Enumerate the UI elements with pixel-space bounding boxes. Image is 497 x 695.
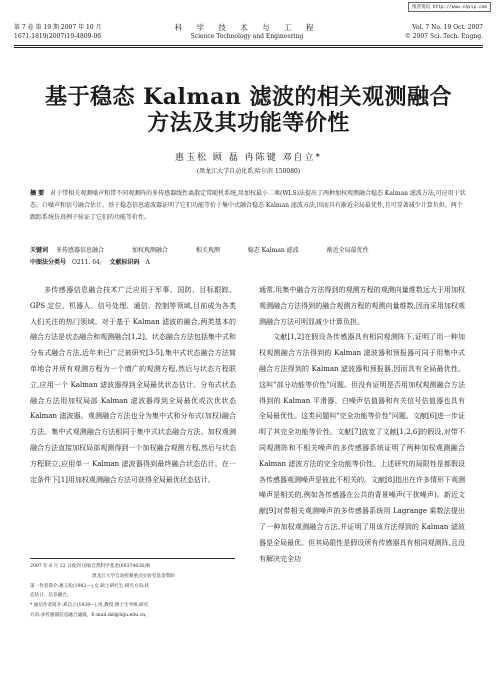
- classification-line: [30, 257, 467, 269]
- watermark: 维普资讯 http://www.cqvip.com: [408, 2, 491, 12]
- keyword: 渐近全局最优性: [326, 247, 369, 254]
- body-paragraph: 通常,用集中融合方法得到的观测方程的观测向量维数远大于用加权观测融合方法得到的融合观测方程的观测向量维数,因而采用加权观测融合方法可明显减少计算负担。: [259, 286, 465, 326]
- footnote-line: 黑龙江大学自动控制重点实验室基金资助: [92, 573, 175, 579]
- footnote-line: 态估计、信息融合。: [30, 593, 72, 599]
- copyright-line: © 2007 Sci. Tech. Engng.: [404, 32, 483, 40]
- article-number: 1671-1819(2007)19-4809-06: [14, 32, 102, 40]
- doc-code-value: A: [145, 259, 150, 266]
- body-paragraph: 文献[1,2]在假设各传感器具有相同观测阵下,证明了用一种加权观测融合方法得到的 Kalman 滤波器和预报器可同于用集中式融合方法得到的 Kalman 滤波器和预报器,因而具有全局最优性。这叫"部分功能等价性"问题。但没有证明是否用加权观测融合方法得到的 Kalman 平滑器、白噪声估值器和有关信号估值器也具有全局最优性。这类问题叫"完全功能等价性"问题。文献[6]进一步证明了其完全功能等价性。文献[7]放宽了文献[1,2,6]的假设,对带不同观测阵和不相关噪声的多传感器系统证明了两种加权观测融合 Kalman 滤波方法的完全功能等价性。上述研究的局限性是都假设各传感器观测噪声是彼此不相关的。文献[8]指出在许多情形下观测噪声是相关的,例如各传感器在公共的背景噪声(干扰噪声)。新近文献[9]对带相关观测噪声的多传感器系统用 Lagrange 乘数法提出了一种加权观测融合方法,并证明了用该方法得到的 Kalman 滤波器是全局最优。但其局限性是假设所有传感器具有相同观测阵,且没有解决完全功: [259, 333, 465, 563]
- keywords: [30, 245, 467, 257]
- header-rule: [14, 45, 483, 46]
- keyword: 稳态 Kalman 滤波: [247, 247, 299, 254]
- keyword: 加权观测融合: [131, 247, 168, 254]
- author-list: 惠玉松 顾 磊 冉陈键 邓自立*: [175, 153, 322, 163]
- paper-title-line2: 方法及其功能等价性: [147, 110, 350, 136]
- body-left-column: [30, 283, 236, 488]
- affiliation: (黑龙江大学自动化系,哈尔滨 150080): [196, 168, 301, 175]
- footnote-line: 第一作者简介:惠玉松(1982—),女,硕士研究生,研究方向:状: [30, 583, 150, 589]
- classification-value: O211. 64;: [72, 259, 102, 266]
- journal-volume-info-en: [405, 24, 483, 41]
- footnote-rule: [30, 558, 235, 559]
- footnotes: [30, 562, 235, 621]
- footnote-line: 2007 年 6 月 12 日收到 国家自然科学基金(60374026)和: [30, 564, 151, 569]
- header-rule-thin: [14, 47, 483, 48]
- journal-name-en: Science Technology and Engineering: [190, 32, 304, 40]
- doc-code-label: 文献标识码: [109, 259, 140, 266]
- footnote-line: * 通信作者简介:邓自立(1938—),男,教授,博士生导师,研究: [30, 603, 149, 609]
- volume-issue-en: Vol. 7 No. 19 Oct. 2007: [412, 24, 483, 31]
- journal-name-cn: 科 学 技 术 与 工 程: [174, 23, 320, 32]
- body-paragraph: 多传感器信息融合技术广泛应用于军事、国防、目标跟踪、GPS 定位、机器人、信号处理、通信、控制等领域,目前成为各类人们关注的热门领域。对于基于 Kalman 滤波的融合,两类基本的融合方法是状态融合和观测融合[1,2]。状态融合方法包括集中式和分布式融合方法,近年来已广泛被研究[3-5],集中式状态融合方法简单地合并所有观测方程为一个增广的观测方程,然后与状态方程联立,应用一个 Kalman 滤波器得到全局最优状态估计。分布式状态融合方法用加权局部 Kalman 滤波器得到全局最优或次优状态 Kalman 滤波器。观测融合方法也分为集中式和分布式(加权)融合方法。集中式观测融合方法相同于集中式状态融合方法。加权观测融合方法直接加权局部观测得到一个加权融合观测方程,然后与状态方程联立,应用单一 Kalman 滤波器得到最终融合状态估计。在一定条件下[1]用加权观测融合方法可获得全局最优状态估计。: [30, 286, 236, 484]
- footnote-line: 方向:多传感器信息融合滤波。E-mail:dzl@hlju.edu.cn。: [30, 612, 150, 618]
- keyword: 相关观测: [195, 247, 220, 254]
- abstract: [30, 188, 467, 224]
- body-right-column: [259, 283, 465, 567]
- classification-label: 中图法分类号: [30, 259, 67, 266]
- paper-title-line1: 基于稳态 Kalman 滤波的相关观测融合: [44, 84, 453, 110]
- journal-volume-info: [14, 24, 102, 41]
- journal-name: [152, 24, 342, 41]
- keywords-label: 关键词: [30, 247, 49, 254]
- abstract-text: 对于带相关观测噪声和带不同观测阵的多传感器线性离散定常随机系统,用加权最小二乘(WLS)法提出了两种加权观测融合稳态 Kalman 滤波方法,可应用于状态、白噪声和信号融合估计。基于稳态信息滤波器证明了它们功能等价于集中式融合稳态 Kalman 滤波方法,因而具有渐近全局最优性,且可显著减少计算负担。两个跟踪系统仿真例子验证了它们的功能等价性。: [30, 190, 466, 221]
- abstract-label: 摘 要: [30, 190, 45, 197]
- keyword: 多传感器信息融合: [55, 247, 104, 254]
- volume-issue-line: 第 7 卷 第 19 期 2007 年 10 月: [14, 24, 102, 31]
